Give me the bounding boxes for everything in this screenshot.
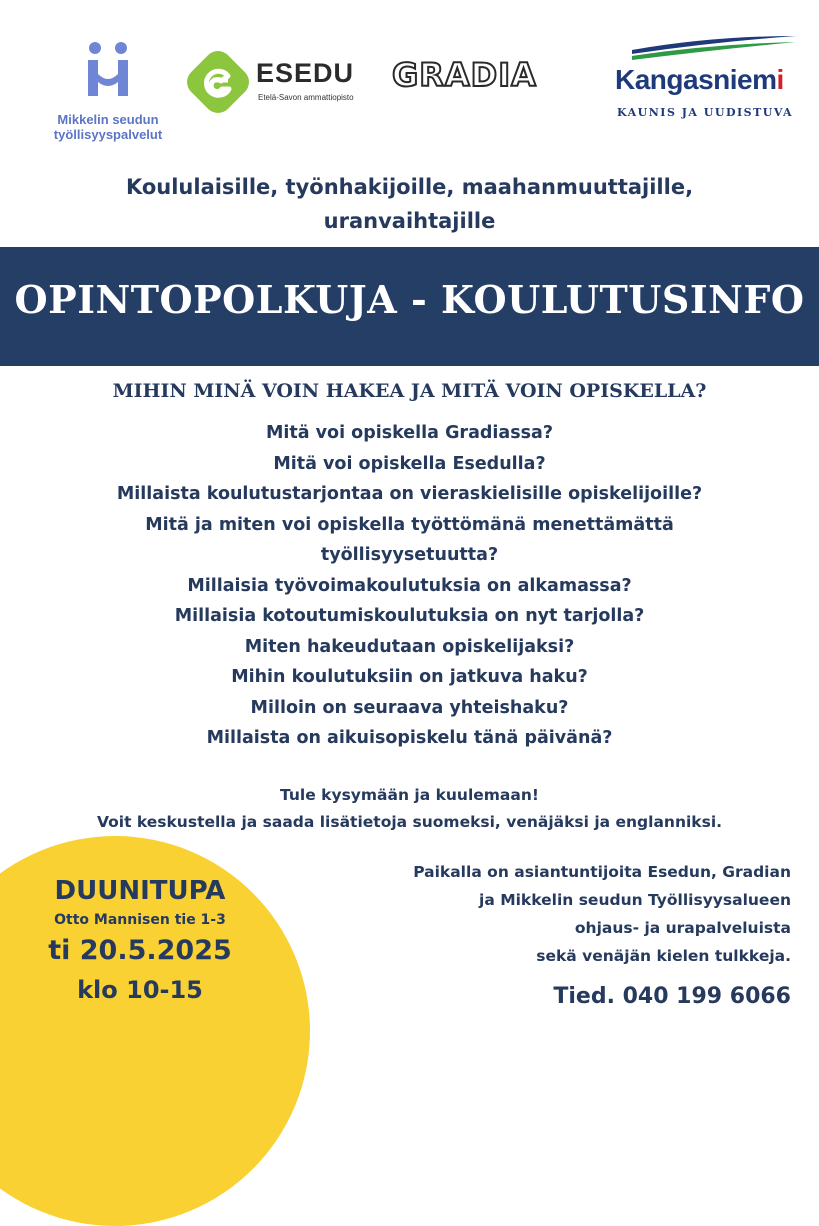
question-item: Mihin koulutuksiin on jatkuva haku? <box>231 667 588 687</box>
venue-info <box>25 874 255 1010</box>
mikkeli-logo <box>28 40 188 142</box>
esedu-logo-name: ESEDU <box>256 58 355 88</box>
question-item: Milloin on seuraava yhteishaku? <box>250 697 569 718</box>
mikkeli-people-icon <box>73 40 143 100</box>
question-item: työllisyysetuutta? <box>320 545 499 565</box>
invite-line-2: Voit keskustella ja saada lisätietoja suomeksi, venäjäksi ja englanniksi. <box>96 813 723 831</box>
kangasniemi-logo-name <box>615 64 784 96</box>
contact-phone: Tied. 040 199 6066 <box>553 984 791 1009</box>
venue-name: DUUNITUPA <box>54 876 226 906</box>
venue-address: Otto Mannisen tie 1-3 <box>54 912 226 928</box>
experts-line: sekä venäjän kielen tulkkeja. <box>536 947 791 965</box>
event-date: ti 20.5.2025 <box>48 935 232 966</box>
kangasniemi-name-accent: i <box>776 64 784 95</box>
question-item: Millaisia työvoimakoulutuksia on alkamassa? <box>187 575 632 596</box>
question-item: Mitä voi opiskella Gradiassa? <box>265 423 554 443</box>
subheading: MIHIN MINÄ VOIN HAKEA JA MITÄ VOIN OPISKELLA? <box>112 380 707 402</box>
gradia-logo: GRADIA <box>392 56 537 94</box>
experts-info <box>321 858 791 970</box>
question-item: Mitä voi opiskella Esedulla? <box>273 453 546 474</box>
question-item: Millaista on aikuisopiskelu tänä päivänä? <box>206 728 613 748</box>
esedu-logo <box>186 50 366 114</box>
question-item: Millaista koulutustarjontaa on vieraskielisille opiskelijoille? <box>116 484 703 504</box>
kangasniemi-slogan: KAUNIS JA UUDISTUVA <box>617 106 794 119</box>
audience-heading <box>40 170 779 238</box>
page-title: OPINTOPOLKUJA - KOULUTUSINFO <box>14 277 805 322</box>
mikkeli-logo-line1: Mikkelin seudun <box>57 112 159 127</box>
experts-line: ohjaus- ja urapalveluista <box>574 919 791 937</box>
question-list <box>30 418 789 754</box>
mikkeli-logo-line2: työllisyyspalvelut <box>53 127 163 142</box>
kangasniemi-logo <box>612 34 798 124</box>
invite-text <box>0 782 819 836</box>
event-time: klo 10-15 <box>77 976 203 1004</box>
experts-line: ja Mikkelin seudun Työllisyysalueen <box>479 891 791 909</box>
question-item: Millaisia kotoutumiskoulutuksia on nyt tarjolla? <box>174 606 645 626</box>
audience-line-1: Koululaisille, työnhakijoille, maahanmuuttajille, <box>125 175 694 199</box>
question-item: Miten hakeudutaan opiskelijaksi? <box>244 636 575 657</box>
esedu-logo-subtitle: Etelä-Savon ammattiopisto <box>258 93 354 102</box>
kangasniemi-swoosh-icon <box>612 34 798 64</box>
audience-line-2: uranvaihtajille <box>323 209 496 233</box>
title-banner <box>0 247 819 366</box>
invite-line-1: Tule kysymään ja kuulemaan! <box>280 786 539 804</box>
esedu-e-icon <box>186 50 250 114</box>
question-item: Mitä ja miten voi opiskella työttömänä menettämättä <box>145 514 674 535</box>
kangasniemi-name-main: Kangasniem <box>615 64 777 95</box>
experts-line: Paikalla on asiantuntijoita Esedun, Gradian <box>413 863 791 881</box>
